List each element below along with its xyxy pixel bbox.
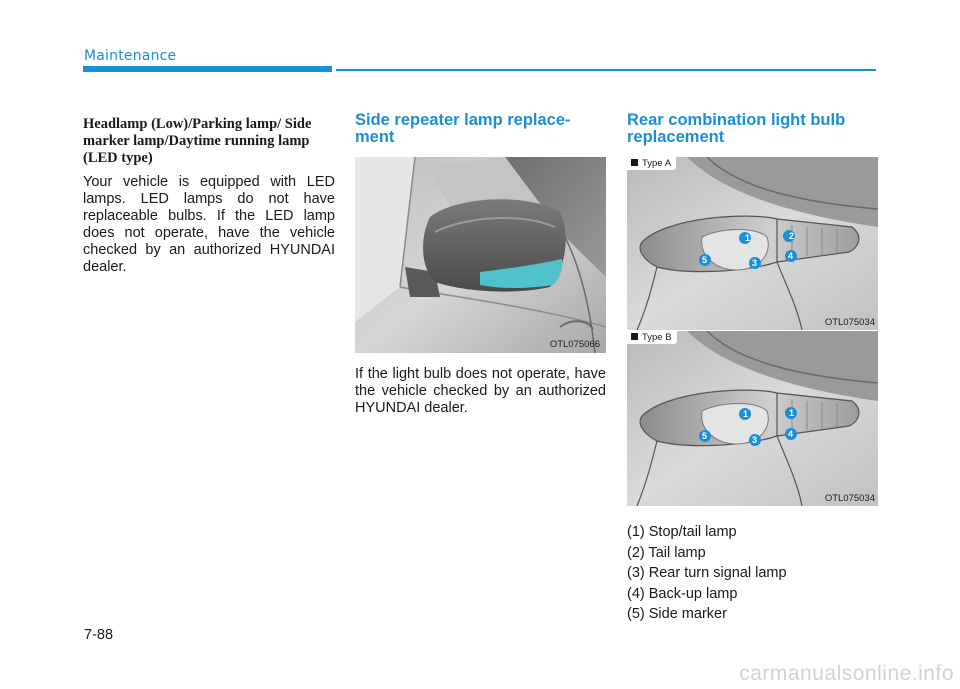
rear-lamp-legend (627, 522, 878, 625)
callout-a-1: 1 (745, 233, 751, 243)
type-b-label: Type B (627, 331, 677, 344)
rear-lamp-figure-type-b (627, 331, 878, 506)
legend-item: (3) Rear turn signal lamp (627, 565, 787, 581)
led-headlamp-subheading: Headlamp (Low)/Parking lamp/ Side marker lamp/Daytime running lamp (LED type) (83, 116, 312, 166)
page-number: 7-88 (84, 627, 114, 643)
watermark: carmanualsonline.info (739, 662, 954, 685)
legend-item: (4) Back-up lamp (627, 585, 738, 602)
header-rule-thick (83, 66, 332, 72)
left-column (83, 116, 335, 276)
right-column (627, 112, 878, 146)
callout-b-3: 3 (752, 435, 758, 445)
middle-column (355, 112, 606, 146)
side-repeater-title: Side repeater lamp replace- ment (355, 111, 571, 146)
rear-lamp-illustration-a (627, 157, 878, 330)
rear-lamp-figure-type-a (627, 157, 878, 330)
led-headlamp-body: Your vehicle is equipped with LED lamps. LED lamps do not have replaceable bulbs. If the LED lamp does not operate, have the vehicle checked by an authorized HYUNDAI dealer. (83, 174, 335, 275)
legend-item: (5) Side marker (627, 606, 727, 622)
callout-a-4: 4 (788, 251, 794, 261)
side-repeater-text-block (355, 366, 606, 417)
figure-b-code: OTL075034 (824, 493, 875, 504)
callout-b-1a: 1 (743, 409, 749, 419)
rear-lamp-illustration-b (627, 331, 878, 506)
callout-a-3: 3 (752, 258, 758, 268)
side-mirror-figure (355, 157, 606, 353)
side-mirror-illustration (355, 157, 606, 353)
section-title: Maintenance (84, 48, 177, 64)
callout-a-2: 2 (789, 231, 795, 241)
callout-b-4: 4 (788, 429, 794, 439)
side-repeater-body: If the light bulb does not operate, have the vehicle checked by an authorized HYUNDAI dealer. (355, 366, 606, 416)
figure-a-code: OTL075034 (824, 317, 875, 328)
type-a-label: Type A (627, 157, 676, 170)
rear-combination-title: Rear combination light bulb replacement (627, 111, 846, 146)
side-mirror-figure-code: OTL075066 (549, 339, 600, 350)
callout-b-5: 5 (702, 431, 708, 441)
callout-b-1b: 1 (789, 408, 795, 418)
square-bullet-icon (631, 333, 638, 340)
legend-item: (2) Tail lamp (627, 544, 706, 561)
legend-item: (1) Stop/tail lamp (627, 524, 737, 540)
square-bullet-icon (631, 159, 638, 166)
header-rule-thin (336, 69, 876, 71)
callout-a-5: 5 (702, 255, 708, 265)
